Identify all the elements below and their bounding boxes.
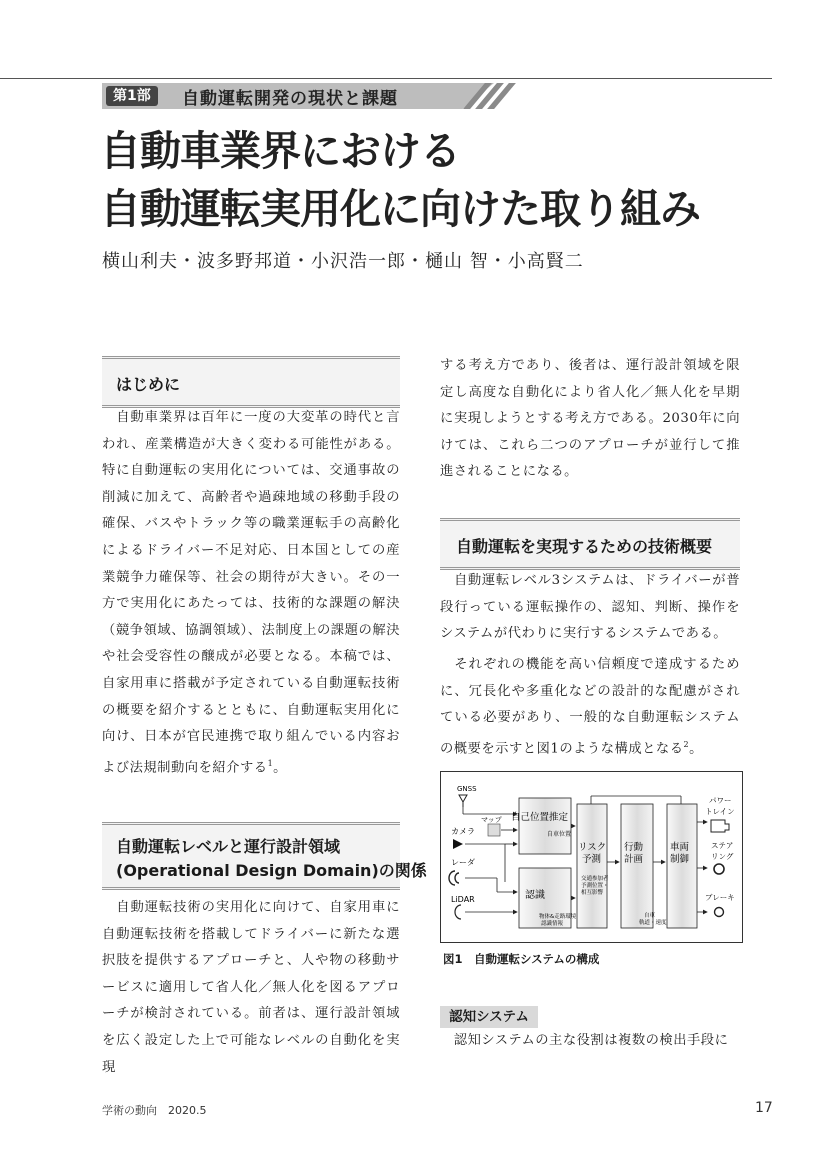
- plan-note-line1: 自車: [644, 913, 656, 919]
- brake-label: ブレーキ: [705, 893, 735, 902]
- powertrain-label-line2: トレイン: [705, 807, 735, 816]
- engine-icon: [711, 820, 729, 832]
- header-rule: [0, 78, 772, 79]
- camera-icon: [453, 839, 463, 849]
- antenna-icon: [459, 795, 467, 807]
- page-number: 17: [755, 1100, 773, 1116]
- system-diagram: [441, 772, 742, 942]
- footer-journal: 学術の動向 2020.5: [102, 1104, 207, 1117]
- section-header-intro: [102, 356, 400, 408]
- action-plan-box: [621, 804, 653, 928]
- figure-1: [440, 771, 743, 943]
- powertrain-label-line1: パワー: [709, 796, 732, 805]
- recognition-paragraph: 認知システムの主な役割は複数の検出手段に: [440, 1033, 729, 1048]
- risk-note-line3: 相互影響: [581, 890, 604, 896]
- section-header-odd: [102, 822, 427, 890]
- lidar-label: LiDAR: [451, 895, 475, 904]
- recognition-system-heading: 認知システム: [440, 1006, 538, 1028]
- tech-ref: 2: [683, 739, 690, 749]
- risk-note-line1: 交通参加者: [581, 876, 609, 882]
- part-title: 自動運転開発の現状と課題: [182, 89, 398, 109]
- section-header-tech: [440, 518, 740, 570]
- tech-end: 。: [689, 741, 703, 757]
- steering-label-line1: ステア: [711, 841, 734, 850]
- article-authors: 横山利夫・波多野邦道・小沢浩一郎・樋山 智・小高賢二: [102, 251, 584, 272]
- odd-paragraph: 自動運転技術の実用化に向けて、自家用車に自動運転技術を搭載してドライバーに新たな選択肢を提供するアプローチと、人や物の移動サービスに適用して省人化／無人化を図るアプローチが検討されている。前者は、運行設計領域を広く設定した上で可能なレベルの自動化を実現: [102, 900, 400, 1075]
- radar-icon: [449, 871, 459, 885]
- intro-ref: 1: [267, 758, 274, 768]
- self-position-box: [519, 798, 571, 854]
- camera-label: カメラ: [451, 827, 475, 836]
- article-title-line2: 自動運転実用化に向けた取り組み: [100, 185, 700, 233]
- tech-paragraph-2: [440, 652, 740, 763]
- risk-label-line2: 予測: [582, 854, 602, 865]
- article-title-line1: 自動車業界における: [100, 127, 460, 175]
- own-position-label: 自車位置: [547, 831, 572, 838]
- gnss-label: GNSS: [457, 785, 477, 793]
- intro-heading: はじめに: [116, 375, 181, 394]
- object-info-line1: 物体&走路環境: [539, 914, 577, 920]
- plan-label-line2: 計画: [624, 854, 644, 865]
- figure-caption: 図1 自動運転システムの構成: [443, 952, 600, 966]
- intro-text: 自動車業界は百年に一度の大変革の時代と言われ、産業構造が大きく変わる可能性がある。特に自動運転の実用化については、交通事故の削減に加えて、高齢者や過疎地域の移動手段の確保、バスやトラック等の職業運転手の高齢化によるドライバー不足対応、日本国としての産業競争力確保等、社会の期待が大きい。その一方で実用化にあたっては、技術的な課題の解決（競争領域、協調領域）、法制度上の課題の解決や社会受容性の醸成が必要となる。本稿では、自家用車に搭載が予定されている自動運転技術の概要を紹介するとともに、自動運転実用化に向け、日本が官民連携で取り組んでいる内容および法規制動向を紹介する: [102, 410, 400, 776]
- map-label: マップ: [481, 816, 502, 824]
- risk-note-line2: 予測位置・: [581, 883, 609, 889]
- steering-wheel-icon: [714, 864, 724, 874]
- brake-icon: [715, 908, 724, 917]
- part-banner: [102, 83, 502, 109]
- vehicle-control-box: [667, 804, 697, 928]
- risk-prediction-box: [577, 804, 607, 928]
- odd-heading-line2: (Operational Design Domain)の関係: [116, 861, 427, 880]
- steering-label-line2: リング: [711, 852, 734, 861]
- tech-text: それぞれの機能を高い信頼度で達成するために、冗長化や多重化などの設計的な配慮がされている必要があり、一般的な自動運転システムの概要を示すと図1のような構成となる: [440, 657, 740, 757]
- tech-heading: 自動運転を実現するための技術概要: [456, 537, 713, 556]
- self-position-label: 自己位置推定: [511, 812, 569, 823]
- control-label-line2: 制御: [670, 854, 690, 865]
- intro-paragraph: [102, 405, 400, 782]
- radar-label: レーダ: [451, 858, 475, 867]
- plan-note-line2: 軌道・速度: [639, 920, 667, 926]
- intro-end: 。: [273, 760, 287, 776]
- recognition-label: 認識: [525, 890, 545, 901]
- tech-paragraph-1: 自動運転レベル3システムは、ドライバーが普段行っている運転操作の、認知、判断、操作をシステムが代わりに実行するシステムである。: [440, 573, 740, 642]
- lidar-icon: [455, 905, 461, 919]
- part-tag: 第1部: [106, 86, 158, 106]
- risk-label-line1: リスク: [578, 842, 607, 853]
- control-label-line1: 車両: [670, 842, 690, 853]
- odd-heading-line1: 自動運転レベルと運行設計領域: [116, 837, 341, 856]
- map-icon: [488, 824, 500, 836]
- plan-label-line1: 行動: [624, 842, 644, 853]
- odd-paragraph-continued: する考え方であり、後者は、運行設計領域を限定し高度な自動化により省人化／無人化を早期に実現しようとする考え方である。2030年に向けては、これら二つのアプローチが並行して推進されることになる。: [440, 358, 740, 480]
- object-info-line2: 認識情報: [541, 921, 564, 927]
